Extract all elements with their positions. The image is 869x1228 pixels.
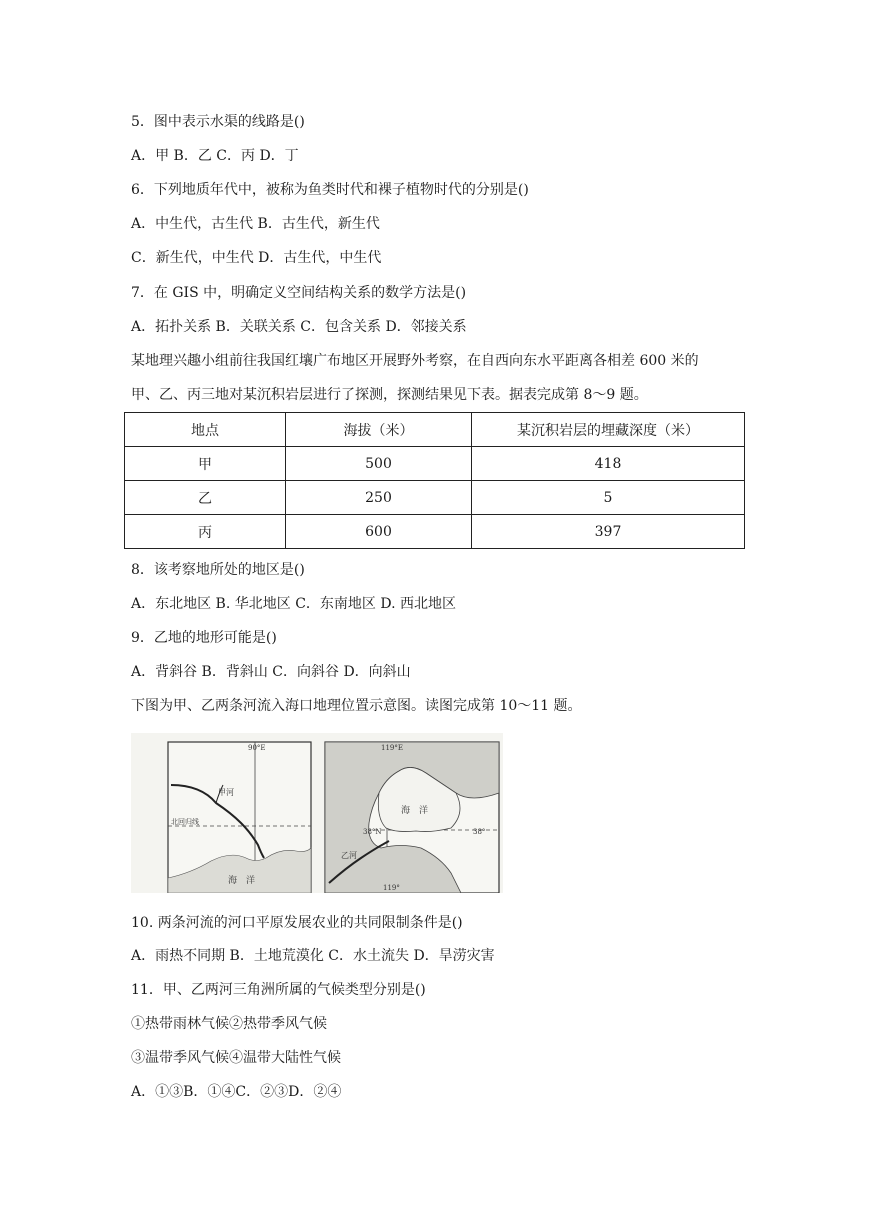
table-cell: 500	[286, 447, 472, 481]
q10-stem: 10. 两条河流的河口平原发展农业的共同限制条件是()	[131, 915, 463, 931]
left-line-label: 北回归线	[171, 818, 199, 826]
right-bottom-label: 119°	[383, 884, 400, 892]
table-row	[125, 447, 745, 481]
left-sea-label: 海 洋	[228, 876, 256, 886]
table-cell: 418	[472, 447, 745, 481]
left-river-label: 甲河	[218, 788, 234, 797]
river-mouth-map	[131, 733, 503, 893]
q5-options: A．甲 B．乙 C．丙 D．丁	[131, 148, 299, 164]
q5-stem: 5．图中表示水渠的线路是()	[131, 114, 305, 130]
q11-choice-1: ①热带雨林气候②热带季风气候	[131, 1016, 327, 1032]
q6-stem: 6．下列地质年代中，被称为鱼类时代和裸子植物时代的分别是()	[131, 182, 529, 198]
intro-8-9-line1: 某地理兴趣小组前往我国红壤广布地区开展野外考察，在自西向东水平距离各相差 600 米的	[131, 353, 699, 369]
q7-options: A．拓扑关系 B．关联关系 C．包含关系 D．邻接关系	[131, 319, 467, 335]
q11-stem: 11．甲、乙两河三角洲所属的气候类型分别是()	[131, 982, 426, 998]
right-lat-right-label: 38°	[473, 828, 486, 836]
right-meridian-label: 119°E	[381, 744, 403, 752]
right-river-label: 乙河	[341, 851, 357, 860]
intro-8-9-line2: 甲、乙、丙三地对某沉积岩层进行了探测，探测结果见下表。据表完成第 8～9 题。	[131, 387, 648, 403]
q10-options: A．雨热不同期 B．土地荒漠化 C．水土流失 D．旱涝灾害	[131, 948, 495, 964]
table-cell: 5	[472, 481, 745, 515]
table-row	[125, 481, 745, 515]
table-cell: 397	[472, 515, 745, 549]
table-cell: 乙	[125, 481, 286, 515]
q6-options-1: A．中生代，古生代 B．古生代，新生代	[131, 216, 380, 232]
table-cell: 甲	[125, 447, 286, 481]
table-row	[125, 515, 745, 549]
right-lat-label: 38°N	[363, 828, 382, 836]
q7-stem: 7．在 GIS 中，明确定义空间结构关系的数学方法是()	[131, 285, 467, 301]
table-header: 海拔（米）	[286, 413, 472, 447]
intro-10-11: 下图为甲、乙两条河流入海口地理位置示意图。读图完成第 10～11 题。	[131, 698, 582, 714]
q6-options-2: C．新生代，中生代 D．古生代，中生代	[131, 250, 382, 266]
table-header-row	[125, 413, 745, 447]
survey-table	[124, 412, 745, 549]
right-sea-label: 海 洋	[401, 806, 429, 816]
q8-stem: 8．该考察地所处的地区是()	[131, 562, 305, 578]
table-header: 某沉积岩层的埋藏深度（米）	[472, 413, 745, 447]
table-header: 地点	[125, 413, 286, 447]
table-cell: 600	[286, 515, 472, 549]
q8-options: A．东北地区 B. 华北地区 C．东南地区 D. 西北地区	[131, 596, 456, 612]
q11-choice-2: ③温带季风气候④温带大陆性气候	[131, 1050, 341, 1066]
left-meridian-label: 90°E	[248, 744, 266, 752]
q9-options: A．背斜谷 B．背斜山 C．向斜谷 D．向斜山	[131, 664, 411, 680]
q11-options: A．①③B．①④C．②③D．②④	[131, 1084, 342, 1100]
table-cell: 250	[286, 481, 472, 515]
table-cell: 丙	[125, 515, 286, 549]
q9-stem: 9．乙地的地形可能是()	[131, 630, 277, 646]
